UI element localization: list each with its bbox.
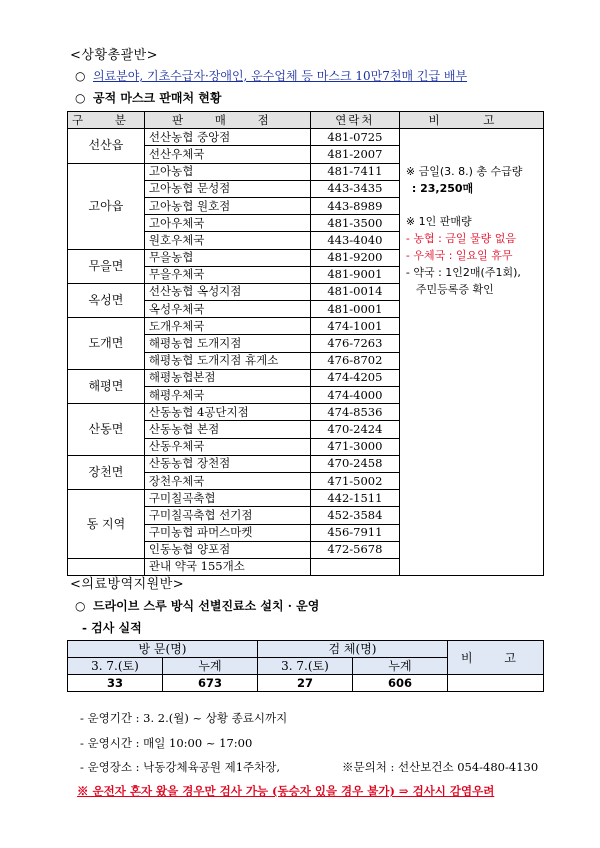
header-test-total: 누계 bbox=[353, 658, 448, 675]
note-pharmacy: - 약국 : 1인2매(주1회), bbox=[405, 266, 521, 280]
note-limit-label: ※ 1인 판매량 bbox=[405, 215, 472, 229]
store-phone: 456-7911 bbox=[310, 524, 399, 541]
store-phone: 481-7411 bbox=[310, 163, 399, 180]
store-phone: 470-2424 bbox=[310, 421, 399, 438]
circle-bullet-icon: ○ bbox=[75, 599, 86, 613]
store-name: 고아농협 bbox=[144, 163, 310, 180]
store-name: 무을우체국 bbox=[144, 266, 310, 283]
warning-text: ※ 운전자 혼자 왔을 경우만 검사 가능 (동승자 있을 경우 불가) ⇒ 검사시 감염우려 bbox=[77, 784, 495, 798]
table-row bbox=[68, 129, 544, 146]
store-phone: 474-4205 bbox=[310, 369, 399, 386]
store-phone: 474-1001 bbox=[310, 318, 399, 335]
operation-hours: - 운영시간 : 매일 10:00 ~ 17:00 bbox=[80, 736, 253, 750]
store-phone: 481-0725 bbox=[310, 129, 399, 146]
store-name: 원호우체국 bbox=[144, 232, 310, 249]
store-name: 선산농협 옥성지점 bbox=[144, 283, 310, 300]
store-phone: 481-2007 bbox=[310, 146, 399, 163]
store-name: 고아농협 문성점 bbox=[144, 180, 310, 197]
store-name: 산동농협 4공단지점 bbox=[144, 404, 310, 421]
operation-place: - 운영장소 : 낙동강체육공원 제1주차장, bbox=[80, 760, 280, 774]
store-name: 무을농협 bbox=[144, 249, 310, 266]
header-note: 비 고 bbox=[399, 112, 543, 129]
store-phone: 443-8989 bbox=[310, 197, 399, 214]
header-phone: 연락처 bbox=[310, 112, 399, 129]
section-title-medical: <의료방역지원반> bbox=[70, 577, 185, 592]
section-title-situation: <상황총괄반> bbox=[70, 48, 159, 63]
test-results-label: - 검사 실적 bbox=[82, 621, 142, 635]
header-region: 구 분 bbox=[68, 112, 145, 129]
header-note: 비 고 bbox=[448, 641, 544, 675]
region-cell: 동 지역 bbox=[68, 490, 145, 559]
store-phone: 476-8702 bbox=[310, 352, 399, 369]
region-cell: 무을면 bbox=[68, 249, 145, 283]
store-name: 구미칠곡축협 선기점 bbox=[144, 507, 310, 524]
region-cell: 선산읍 bbox=[68, 129, 145, 163]
store-name: 산동우체국 bbox=[144, 438, 310, 455]
store-phone: 471-5002 bbox=[310, 472, 399, 489]
store-phone bbox=[310, 558, 399, 575]
header-store: 판 매 점 bbox=[144, 112, 310, 129]
pharmacy-count: 관내 약국 155개소 bbox=[144, 558, 310, 575]
region-cell: 옥성면 bbox=[68, 283, 145, 317]
store-phone: 471-3000 bbox=[310, 438, 399, 455]
store-name: 구미농협 파머스마켓 bbox=[144, 524, 310, 541]
store-phone: 472-5678 bbox=[310, 541, 399, 558]
store-name: 해평우체국 bbox=[144, 387, 310, 404]
store-name: 도개우체국 bbox=[144, 318, 310, 335]
region-cell: 고아읍 bbox=[68, 163, 145, 249]
store-phone: 443-4040 bbox=[310, 232, 399, 249]
bullet-mask-distribution: ○ 의료분야, 기초수급자·장애인, 운수업체 등 마스크 10만7천매 긴급 배부 bbox=[75, 69, 468, 83]
bullet-mask-sellers: ○ 공적 마스크 판매처 현황 bbox=[75, 91, 222, 105]
store-phone: 481-9200 bbox=[310, 249, 399, 266]
store-name: 인동농협 양포점 bbox=[144, 541, 310, 558]
store-phone: 481-0014 bbox=[310, 283, 399, 300]
region-cell: 도개면 bbox=[68, 318, 145, 370]
table-row bbox=[68, 675, 544, 692]
note-id-check: 주민등록증 확인 bbox=[415, 283, 494, 297]
store-phone: 476-7263 bbox=[310, 335, 399, 352]
store-name: 고아농협 원호점 bbox=[144, 197, 310, 214]
note-supply-amount: : 23,250매 bbox=[411, 182, 474, 196]
store-name: 산동농협 본점 bbox=[144, 421, 310, 438]
region-cell: 장천면 bbox=[68, 455, 145, 489]
header-visit-total: 누계 bbox=[163, 658, 258, 675]
store-phone: 481-9001 bbox=[310, 266, 399, 283]
table-row bbox=[68, 641, 544, 658]
circle-bullet-icon: ○ bbox=[75, 91, 86, 105]
store-phone: 452-3584 bbox=[310, 507, 399, 524]
table-header-row bbox=[68, 112, 544, 129]
store-name: 해평농협 도개지점 bbox=[144, 335, 310, 352]
header-visit: 방 문(명) bbox=[68, 641, 258, 658]
store-phone: 443-3435 bbox=[310, 180, 399, 197]
header-visit-date: 3. 7.(토) bbox=[68, 658, 163, 675]
store-phone: 481-0001 bbox=[310, 301, 399, 318]
note-nonghyup: - 농협 : 금일 물량 없음 bbox=[405, 232, 517, 246]
test-day-value: 27 bbox=[258, 675, 353, 692]
store-name: 해평농협 도개지점 휴게소 bbox=[144, 352, 310, 369]
store-name: 산동농협 장천점 bbox=[144, 455, 310, 472]
store-phone: 481-3500 bbox=[310, 215, 399, 232]
store-name: 장천우체국 bbox=[144, 472, 310, 489]
store-name: 선산농협 중앙점 bbox=[144, 129, 310, 146]
store-name: 선산우체국 bbox=[144, 146, 310, 163]
operation-period: - 운영기간 : 3. 2.(월) ~ 상황 종료시까지 bbox=[80, 711, 288, 725]
bullet-drive-thru: ○ 드라이브 스루 방식 선별진료소 설치 · 운영 bbox=[75, 599, 320, 613]
store-name: 고아우체국 bbox=[144, 215, 310, 232]
note-post-office: - 우체국 : 일요일 휴무 bbox=[405, 249, 513, 263]
note-cell bbox=[399, 129, 543, 576]
store-name: 해평농협본점 bbox=[144, 369, 310, 386]
mask-seller-table bbox=[67, 111, 544, 576]
header-test: 검 체(명) bbox=[258, 641, 448, 658]
header-test-date: 3. 7.(토) bbox=[258, 658, 353, 675]
store-phone: 474-4000 bbox=[310, 387, 399, 404]
test-total-value: 606 bbox=[353, 675, 448, 692]
store-phone: 474-8536 bbox=[310, 404, 399, 421]
region-cell: 산동면 bbox=[68, 404, 145, 456]
store-name: 구미칠곡축협 bbox=[144, 490, 310, 507]
store-phone: 442-1511 bbox=[310, 490, 399, 507]
store-phone: 470-2458 bbox=[310, 455, 399, 472]
test-results-table bbox=[67, 640, 544, 692]
note-supply-label: ※ 금일(3. 8.) 총 수급량 bbox=[405, 165, 523, 179]
circle-bullet-icon: ○ bbox=[75, 69, 86, 83]
region-cell: 해평면 bbox=[68, 369, 145, 403]
inquiry-contact: ※문의처 : 선산보건소 054-480-4130 bbox=[342, 760, 539, 774]
note-cell bbox=[448, 675, 544, 692]
store-name: 옥성우체국 bbox=[144, 301, 310, 318]
visit-total-value: 673 bbox=[163, 675, 258, 692]
visit-day-value: 33 bbox=[68, 675, 163, 692]
